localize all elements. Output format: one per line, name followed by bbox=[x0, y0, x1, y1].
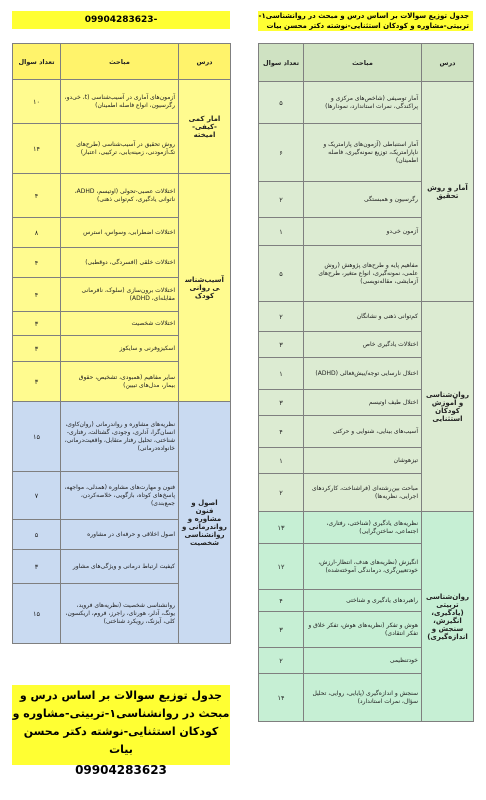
topic-cell: آزمون‌های آماری در آسیب‌شناسی (t، خی‌دو، رگرسیون، انواع فاصله اطمینان) bbox=[61, 80, 179, 124]
count-cell: ۱۵ bbox=[13, 402, 61, 472]
topic-cell: اختلالات یادگیری خاص bbox=[304, 332, 422, 358]
topic-cell: اختلالات اضطرابی، وسواس، استرس bbox=[61, 218, 179, 248]
topic-cell: آزمون خی‌دو bbox=[304, 218, 422, 246]
count-cell: ۱۴ bbox=[13, 124, 61, 174]
right-header-course: درس bbox=[422, 44, 474, 82]
topic-cell: اختلال نارسایی توجه/بیش‌فعالی (ADHD) bbox=[304, 358, 422, 390]
topic-cell: اسکیزوفرنی و سایکوز bbox=[61, 336, 179, 362]
count-cell: ۳ bbox=[259, 390, 304, 416]
left-header-course: درس bbox=[179, 44, 231, 80]
topic-cell: اختلال طیف اوتیسم bbox=[304, 390, 422, 416]
count-cell: ۴ bbox=[13, 248, 61, 278]
topic-cell: آسیب‌های بینایی، شنوایی و حرکتی bbox=[304, 416, 422, 448]
table-row bbox=[259, 512, 474, 544]
topic-cell: مفاهیم پایه و طرح‌های پژوهش (روش علمی، نمونه‌گیری، انواع متغیر، طرح‌های آزمایشی، مقاله‌نویسی) bbox=[304, 246, 422, 302]
count-cell: ۱ bbox=[259, 448, 304, 474]
table-row bbox=[13, 402, 231, 472]
count-cell: ۸ bbox=[13, 218, 61, 248]
count-cell: ۳ bbox=[259, 332, 304, 358]
left-distribution-table bbox=[12, 43, 231, 644]
count-cell: ۴ bbox=[13, 278, 61, 312]
top-left-phone-banner: 09904283623- bbox=[12, 11, 230, 29]
topic-cell: راهبردهای یادگیری و شناختی bbox=[304, 590, 422, 612]
table-row bbox=[13, 174, 231, 218]
table-row bbox=[259, 82, 474, 124]
count-cell: ۳ bbox=[13, 336, 61, 362]
count-cell: ۱ bbox=[259, 218, 304, 246]
count-cell: ۳ bbox=[259, 612, 304, 648]
left-header-topic: مباحث bbox=[61, 44, 179, 80]
topic-cell: اختلالات شخصیت bbox=[61, 312, 179, 336]
topic-cell: روانشناسی شخصیت (نظریه‌های فروید، یونگ، آدلر، هورنای، راجرز، فروم، اریکسون، کلی، آیزنک، رویکرد شناختی) bbox=[61, 584, 179, 644]
count-cell: ۷ bbox=[13, 472, 61, 520]
right-course-cell: روان‌شناسی تربیتی (یادگیری، انگیزش، سنجش و اندازه‌گیری) bbox=[422, 512, 474, 722]
right-course-cell: روان‌شناسی و آموزش کودکان استثنایی bbox=[422, 302, 474, 512]
count-cell: ۲ bbox=[259, 648, 304, 674]
top-right-title-banner: جدول توزیع سوالات بر اساس درس و مبحث در روانشناسی۱-تربیتی-مشاوره و کودکان استثنایی-نوشته دکتر محسن بیات bbox=[258, 11, 473, 31]
bottom-title-text: جدول توزیع سوالات بر اساس درس و مبحث در روانشناسی۱-تربیتی-مشاوره و کودکان استثنایی-نوشته دکتر محسن بیات bbox=[12, 689, 230, 756]
topic-cell: هوش و تفکر (نظریه‌های هوش، تفکر خلاق و تفکر انتقادی) bbox=[304, 612, 422, 648]
topic-cell: کم‌توانی ذهنی و نشانگان bbox=[304, 302, 422, 332]
topic-cell: نظریه‌های یادگیری (شناختی، رفتاری، اجتماعی، ساختن‌گرایی) bbox=[304, 512, 422, 544]
count-cell: ۲ bbox=[259, 302, 304, 332]
count-cell: ۱ bbox=[259, 358, 304, 390]
count-cell: ۲ bbox=[259, 182, 304, 218]
count-cell: ۱۲ bbox=[259, 544, 304, 590]
count-cell: ۱۳ bbox=[259, 512, 304, 544]
topic-cell: آمار توصیفی (شاخص‌های مرکزی و پراکندگی، نمرات استاندارد، نمودارها) bbox=[304, 82, 422, 124]
count-cell: ۳ bbox=[13, 312, 61, 336]
count-cell: ۱۴ bbox=[259, 674, 304, 722]
right-table-header-row bbox=[259, 44, 474, 82]
table-row bbox=[13, 80, 231, 124]
topic-cell: آمار استنباطی (آزمون‌های پارامتریک و ناپارامتریک، توزیع نمونه‌گیری، فاصله اطمینان) bbox=[304, 124, 422, 182]
count-cell: ۴ bbox=[13, 174, 61, 218]
topic-cell: اصول اخلاقی و حرفه‌ای در مشاوره bbox=[61, 520, 179, 550]
count-cell: ۴ bbox=[259, 416, 304, 448]
topic-cell: اختلالات عصبی-تحولی (اوتیسم، ADHD، ناتوانی یادگیری، کم‌توانی ذهنی) bbox=[61, 174, 179, 218]
count-cell: ۶ bbox=[259, 124, 304, 182]
count-cell: ۵ bbox=[13, 520, 61, 550]
bottom-title-banner bbox=[12, 685, 230, 777]
count-cell: ۲ bbox=[259, 474, 304, 512]
topic-cell: فنون و مهارت‌های مشاوره (همدلی، مواجهه، پاسخ‌های کوتاه، بازگویی، خلاصه‌کردن، جمع‌بندی) bbox=[61, 472, 179, 520]
topic-cell: خودتنظیمی bbox=[304, 648, 422, 674]
right-header-topic: مباحث bbox=[304, 44, 422, 82]
topic-cell: کیفیت ارتباط درمانی و ویژگی‌های مشاور bbox=[61, 550, 179, 584]
topic-cell: مباحث بین‌رشته‌ای (فراشناخت، کارکردهای اجرایی، نظریه‌ها) bbox=[304, 474, 422, 512]
right-course-cell: آمار و روش تحقیق bbox=[422, 82, 474, 302]
count-cell: ۳ bbox=[13, 362, 61, 402]
table-row bbox=[259, 302, 474, 332]
topic-cell: روش تحقیق در آسیب‌شناسی (طرح‌های تک‌آزمودنی، زمینه‌یابی، ترکیبی، اعتبار) bbox=[61, 124, 179, 174]
left-table-header-row bbox=[13, 44, 231, 80]
topic-cell: سایر مفاهیم (همبودی، تشخیص، حقوق بیمار، مدل‌های تبیین) bbox=[61, 362, 179, 402]
left-course-cell: آسیب‌شناسی روانی کودک bbox=[179, 174, 231, 402]
topic-cell: سنجش و اندازه‌گیری (پایایی، روایی، تحلیل سؤال، نمرات استاندارد) bbox=[304, 674, 422, 722]
count-cell: ۱۰ bbox=[13, 80, 61, 124]
topic-cell: انگیزش (نظریه‌های هدف، انتظار-ارزش، خودتعیین‌گری، درماندگی آموخته‌شده) bbox=[304, 544, 422, 590]
count-cell: ۳ bbox=[13, 550, 61, 584]
bottom-phone-number: 09904283623 bbox=[75, 763, 167, 777]
right-header-count: تعداد سوال bbox=[259, 44, 304, 82]
count-cell: ۵ bbox=[259, 246, 304, 302]
topic-cell: اختلالات برون‌سازی (سلوک، نافرمانی مقابله‌ای، ADHD) bbox=[61, 278, 179, 312]
topic-cell: رگرسیون و همبستگی bbox=[304, 182, 422, 218]
count-cell: ۱۵ bbox=[13, 584, 61, 644]
topic-cell: تیزهوشان bbox=[304, 448, 422, 474]
left-course-cell: امار کمی -کیفی-امیخته bbox=[179, 80, 231, 174]
topic-cell: اختلالات خلقی (افسردگی، دوقطبی) bbox=[61, 248, 179, 278]
count-cell: ۵ bbox=[259, 82, 304, 124]
left-header-count: تعداد سوال bbox=[13, 44, 61, 80]
left-course-cell: اصول و فنون مشاوره و رواندرمانی و روانشناسی شخصیت bbox=[179, 402, 231, 644]
right-distribution-table bbox=[258, 43, 474, 722]
count-cell: ۴ bbox=[259, 590, 304, 612]
topic-cell: نظریه‌های مشاوره و رواندرمانی (روان‌کاوی، انسان‌گرا، آدلری، وجودی، گشتالت، رفتاری-شناختی، تحلیل رفتار متقابل، واقعیت‌درمانی، خانواده‌درمانی) bbox=[61, 402, 179, 472]
